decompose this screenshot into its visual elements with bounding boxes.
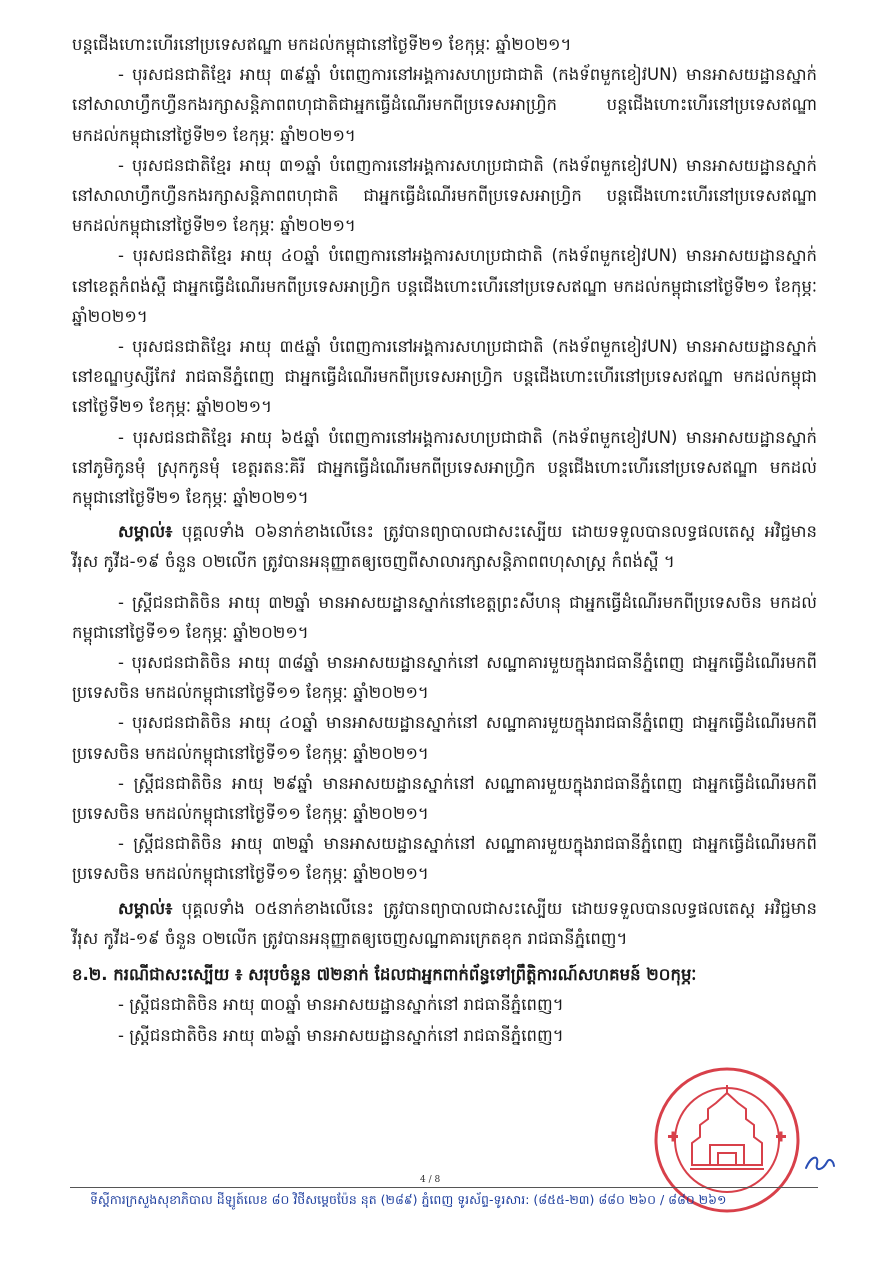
case-item: - បុរសជនជាតិខ្មែរ អាយុ ៣៥ឆ្នាំ បំពេញការនៅអង្គការសហប្រជាជាតិ (កងទ័ពមួកខៀវUN) មានអាសយដ្ឋានស្នាក់នៅខណ្ឌឫស្សីកែវ រាជធានីភ្នំពេញ ជាអ្នកធ្វើដំណើរមកពីប្រទេសអាហ្វ្រិក បន្តជើងហោះហើរនៅប្រទេសឥណ្ឌា មកដល់កម្ពុជានៅថ្ងៃទី២១ ខែកុម្ភៈ ឆ្នាំ២០២១។ (72, 337, 817, 417)
note-paragraph (72, 894, 817, 954)
note-paragraph (72, 517, 817, 577)
case-item: - បុរសជនជាតិខ្មែរ អាយុ ៦៥ឆ្នាំ បំពេញការនៅអង្គការសហប្រជាជាតិ (កងទ័ពមួកខៀវUN) មានអាសយដ្ឋានស្នាក់នៅភូមិកូនមុំ ស្រុកកូនមុំ ខេត្តរតនៈគិរី ជាអ្នកធ្វើដំណើរមកពីប្រទេសអាហ្វ្រិក បន្តជើងហោះហើរនៅប្រទេសឥណ្ឌា មកដល់កម្ពុជានៅថ្ងៃទី២១ ខែកុម្ភៈ ឆ្នាំ២០២១។ (72, 427, 817, 508)
note-label: សម្គាល់៖ (118, 522, 173, 542)
case-item: - ស្ត្រីជនជាតិចិន អាយុ ៣០ឆ្នាំ មានអាសយដ្ឋានស្នាក់នៅ រាជធានីភ្នំពេញ។ (118, 995, 564, 1015)
case-item: - បុរសជនជាតិខ្មែរ អាយុ ៤០ឆ្នាំ បំពេញការនៅអង្គការសហប្រជាជាតិ (កងទ័ពមួកខៀវUN) មានអាសយដ្ឋានស្នាក់នៅខេត្តកំពង់ស្ពឺ ជាអ្នកធ្វើដំណើរមកពីប្រទេសអាហ្វ្រិក បន្តជើងហោះហើរនៅប្រទេសឥណ្ឌា មកដល់កម្ពុជានៅថ្ងៃទី២១ ខែកុម្ភៈ ឆ្នាំ២០២១។ (72, 246, 817, 326)
note-label: សម្គាល់៖ (118, 898, 173, 918)
footer-divider (70, 1187, 818, 1188)
footer-address: ទីស្តីការក្រសួងសុខាភិបាល ដីឡូត៍លេខ ៨០ វិថីសម្តេចប៉ែន នុត (២៨៩) ភ្នំពេញ ទូរស័ព្ទ-ទូរសារ: (៨៥៥-២៣) ៨៨០ ២៦០ / ៨៨០ ២៦១ (90, 1192, 727, 1207)
document-body (72, 30, 817, 1051)
section-heading: ខ.២. ករណីជាសះស្បើយ ៖ សរុបចំនួន ៧២នាក់ ដែលជាអ្នកពាក់ព័ន្ធទៅព្រឹត្តិការណ៍សហគមន៍ ២០កុម្ភៈ (72, 965, 697, 985)
page-number: 4 / 8 (420, 1175, 441, 1185)
case-item: - ស្ត្រីជនជាតិចិន អាយុ ៣២ឆ្នាំ មានអាសយដ្ឋានស្នាក់នៅ សណ្ឋាគារមួយក្នុងរាជធានីភ្នំពេញ ជាអ្នកធ្វើដំណើរមកពីប្រទេសចិន មកដល់កម្ពុជានៅថ្ងៃទី១១ ខែកុម្ភៈ ឆ្នាំ២០២១។ (72, 834, 817, 884)
case-item: - ស្ត្រីជនជាតិចិន អាយុ ២៩ឆ្នាំ មានអាសយដ្ឋានស្នាក់នៅ សណ្ឋាគារមួយក្នុងរាជធានីភ្នំពេញ ជាអ្នកធ្វើដំណើរមកពីប្រទេសចិន មកដល់កម្ពុជានៅថ្ងៃទី១១ ខែកុម្ភៈ ឆ្នាំ២០២១។ (72, 773, 817, 824)
case-item: - បុរសជនជាតិខ្មែរ អាយុ ៣៩ឆ្នាំ បំពេញការនៅអង្គការសហប្រជាជាតិ (កងទ័ពមួកខៀវUN) មានអាសយដ្ឋានស្នាក់នៅសាលាហ្វឹកហ្វឺនកងរក្សាសន្តិភាពពហុជាតិជាអ្នកធ្វើដំណើរមកពីប្រទេសអាហ្វ្រិក បន្តជើងហោះហើរនៅប្រទេសឥណ្ឌា មកដល់កម្ពុជានៅថ្ងៃទី២១ ខែកុម្ភៈ ឆ្នាំ២០២១។ (72, 65, 817, 145)
case-item: - ស្ត្រីជនជាតិចិន អាយុ ៣២ឆ្នាំ មានអាសយដ្ឋានស្នាក់នៅខេត្តព្រះសីហនុ ជាអ្នកធ្វើដំណើរមកពីប្រទេសចិន មកដល់កម្ពុជានៅថ្ងៃទី១១ ខែកុម្ភៈ ឆ្នាំ២០២១។ (72, 592, 817, 642)
case-item: - ស្ត្រីជនជាតិចិន អាយុ ៣៦ឆ្នាំ មានអាសយដ្ឋានស្នាក់នៅ រាជធានីភ្នំពេញ។ (118, 1025, 564, 1045)
case-item: - បុរសជនជាតិចិន អាយុ ៤០ឆ្នាំ មានអាសយដ្ឋានស្នាក់នៅ សណ្ឋាគារមួយក្នុងរាជធានីភ្នំពេញ ជាអ្នកធ្វើដំណើរមកពីប្រទេសចិន មកដល់កម្ពុជានៅថ្ងៃទី១១ ខែកុម្ភៈ ឆ្នាំ២០២១។ (72, 713, 817, 763)
note-text: បុគ្គលទាំង ០៦នាក់ខាងលើនេះ ត្រូវបានព្យាបាលជាសះស្បើយ ដោយទទួលបានលទ្ធផលតេស្ត អវិជ្ជមានវីរុស កូវីដ-១៩ ចំនួន ០២លើក ត្រូវបានអនុញ្ញាតឲ្យចេញពីសាលារក្សាសន្តិភាពពហុសាស្ត្រ កំពង់ស្ពឺ ។ (72, 522, 817, 572)
signature-mark (803, 1150, 837, 1176)
note-text: បុគ្គលទាំង ០៥នាក់ខាងលើនេះ ត្រូវបានព្យាបាលជាសះស្បើយ ដោយទទួលបានលទ្ធផលតេស្ត អវិជ្ជមានវីរុស កូវីដ-១៩ ចំនួន ០២លើក ត្រូវបានអនុញ្ញាតឲ្យចេញសណ្ឋាគារក្រេតខុក រាជធានីភ្នំពេញ។ (72, 898, 817, 948)
continuation-paragraph: បន្តជើងហោះហើរនៅប្រទេសឥណ្ឌា មកដល់កម្ពុជានៅថ្ងៃទី២១ ខែកុម្ភៈ ឆ្នាំ២០២១។ (72, 35, 572, 54)
case-item: - បុរសជនជាតិខ្មែរ អាយុ ៣១ឆ្នាំ បំពេញការនៅអង្គការសហប្រជាជាតិ (កងទ័ពមួកខៀវUN) មានអាសយដ្ឋានស្នាក់នៅសាលាហ្វឹកហ្វឺនកងរក្សាសន្តិភាពពហុជាតិ ជាអ្នកធ្វើដំណើរមកពីប្រទេសអាហ្វ្រិក បន្តជើងហោះហើរនៅប្រទេសឥណ្ឌា មកដល់កម្ពុជានៅថ្ងៃទី២១ ខែកុម្ភៈ ឆ្នាំ២០២១។ (72, 155, 817, 236)
case-item: - បុរសជនជាតិចិន អាយុ ៣៨ឆ្នាំ មានអាសយដ្ឋានស្នាក់នៅ សណ្ឋាគារមួយក្នុងរាជធានីភ្នំពេញ ជាអ្នកធ្វើដំណើរមកពីប្រទេសចិន មកដល់កម្ពុជានៅថ្ងៃទី១១ ខែកុម្ភៈ ឆ្នាំ២០២១។ (72, 653, 817, 703)
